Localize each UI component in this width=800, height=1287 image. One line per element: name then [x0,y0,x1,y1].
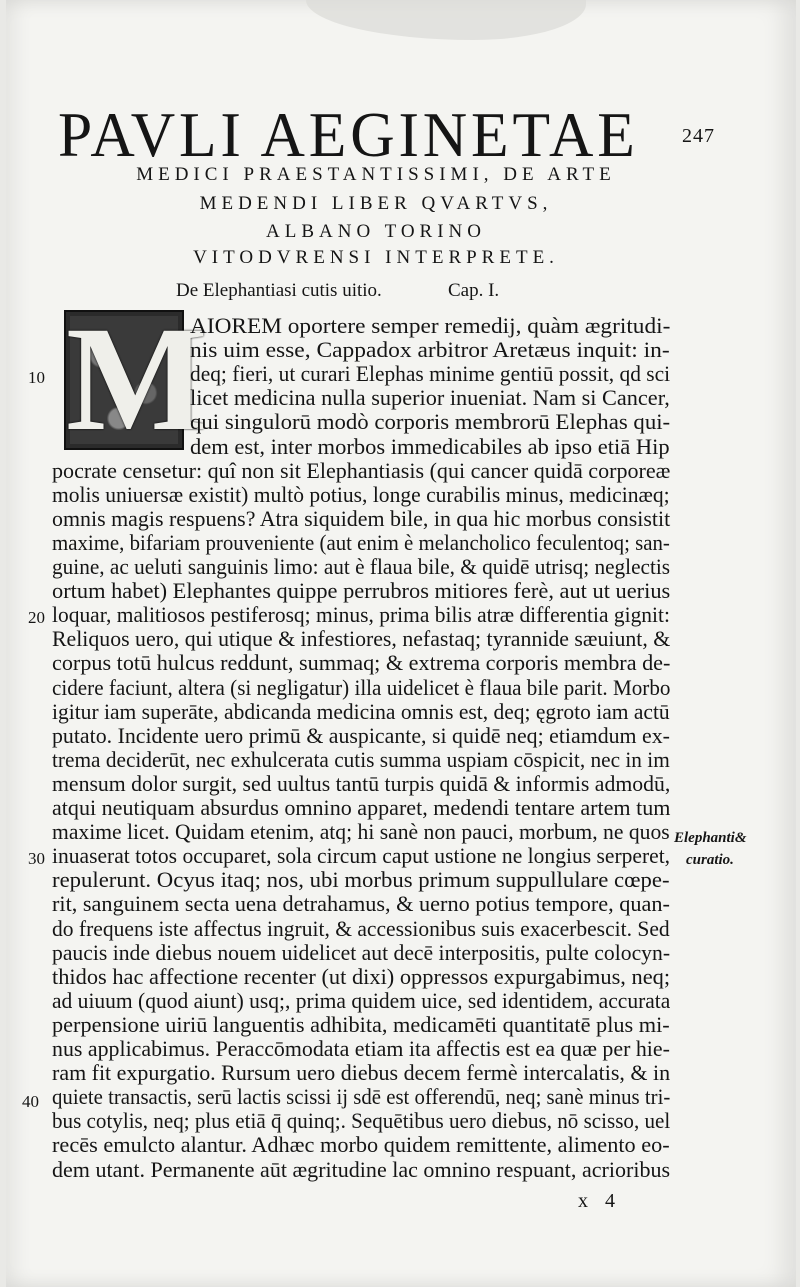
line-number: 10 [28,368,45,387]
text-line: loquar, malitiosos pestiferosq; minus, prima bilis atræ differentia gignit: [52,602,670,628]
page-number: 247 [682,125,715,147]
text-line: pocrate censetur: quî non sit Elephantiasis (qui cancer quidā corporeæ [52,457,671,483]
signature-mark: x 4 [578,1190,621,1212]
line-number: 20 [28,608,45,627]
text-line: repulerunt. Ocyus itaq; nos, ubi morbus primum suppullulare cœpe- [52,867,670,893]
subtitle-line-3: ALBANO TORINO [266,221,486,242]
text-line: mensum dolor surgit, sed uultus tantū turpis quidā & informis admodū, [52,770,671,796]
text-line: cidere faciunt, altera (si negligatur) illa uidelicet è flaua bile parit. Morbo [52,674,671,700]
torn-edge [306,0,586,40]
side-note-line-1: Elephanti& [674,830,747,846]
text-line: ad uiuum (quod aiunt) usq;, prima quidem uice, sed identidem, accurata [52,987,671,1013]
text-line: deq; fieri, ut curari Elephas minime gentiū possit, qd sci [190,361,671,387]
text-line: bus cotylis, neq; plus etiā q̄ quinq;. Sequētibus uero diebus, nō scisso, uel [52,1108,671,1134]
book-page [6,0,796,1287]
text-line: molis uniuersæ existit) multò potius, longe curabilis minus, medicinæq; [52,481,670,507]
text-line: licet medicina nulla superior inueniat. Nam si Cancer, [190,385,670,411]
text-line: qui singulorū modò corporis membrorū Elephas qui- [190,409,671,435]
text-line: perpensione uiriū languentis adhibita, medicamēti quantitatē plus mi- [52,1011,670,1037]
text-line: ram fit expurgatio. Rursum uero diebus decem fermè intercalatis, & in [52,1060,671,1086]
decorated-initial [64,296,208,462]
text-line: guine, ac ueluti sanguinis limo: aut è flaua bile, & quidē utrisq; neglectis [52,554,671,579]
text-line: AIOREM oportere semper remedij, quàm ægritudi- [190,313,671,338]
initial-letter: M [66,296,208,462]
chapter-title: De Elephantiasi cutis uitio. [176,280,382,301]
text-line: dem utant. Permanente aūt ægritudine lac omnino respuant, acrioribus [52,1156,671,1182]
text-line: maxime licet. Quidam etenim, atq; hi sanè non pauci, morbum, ne quos [52,819,670,845]
text-line: recēs emulcto alantur. Adhæc morbo quidem remittente, alimento eo- [52,1132,670,1158]
text-line: putato. Incidente uero primū & auspicante, si quidē neq; etiamdum ex- [52,722,670,748]
text-line: corpus totū hulcus reddunt, summaq; & extrema corporis membra de- [52,650,671,676]
text-line: dem est, inter morbos immedicabiles ab ipso etiā Hip [190,433,670,459]
text-line: igitur iam superāte, abdicanda medicina omnis est, deq; ęgroto iam actū [52,698,670,724]
text-line: trema deciderūt, nec exhulcerata cutis summa uspiam cōspicit, nec in im [52,746,670,772]
text-line: nus applicabimus. Peraccōmodata etiam ita affectis est ea quæ per hie- [52,1036,670,1061]
side-note-line-2: curatio. [686,852,734,868]
subtitle-line-1: MEDICI PRAESTANTISSIMI, DE ARTE [136,164,616,185]
text-line: inuaserat totos occuparet, sola circum caput ustione ne longius serperet, [52,843,671,869]
page-title: PAVLI AEGINETAE [58,99,639,170]
text-line: do frequens iste affectus ingruit, & accessionibus suis exacerbescit. Sed [52,915,670,941]
text-line: nis uim esse, Cappadox arbitror Aretæus inquit: in- [190,337,670,363]
subtitle-line-4: VITODVRENSI INTERPRETE. [193,247,559,268]
text-line: ortum habet) Elephantes quippe perrubros mitiores ferè, aut ut uerius [52,578,671,604]
text-line: omnis magis respuens? Atra siquidem bile, in qua hic morbus consistit [52,505,671,531]
text-line: Reliquos uero, qui utique & infestiores, nefastaq; tyrannide sæuiunt, & [52,626,671,652]
line-number: 30 [28,849,45,868]
text-line: paucis inde diebus nouem uidelicet aut decē interpositis, pulte colocyn- [52,939,671,965]
text-line: rit, sanguinem secta uena detrahamus, & uerno potius tempore, quan- [52,891,670,917]
chapter-number: Cap. I. [448,280,500,301]
line-number: 40 [22,1092,39,1111]
text-line: quiete transactis, serū lactis scissi ij sdē est offerendū, neq; sanè minus tri- [52,1084,671,1110]
text-line: thidos hac affectione recenter (ut dixi) oppressos expurgabimus, neq; [52,963,671,989]
text-line: atqui neutiquam absurdus omnino apparet, medendi tentare artem tum [52,795,671,820]
subtitle-line-2: MEDENDI LIBER QVARTVS, [199,193,553,214]
text-line: maxime, bifariam prouveniente (aut enim è melancholico feculentoq; san- [52,529,670,555]
